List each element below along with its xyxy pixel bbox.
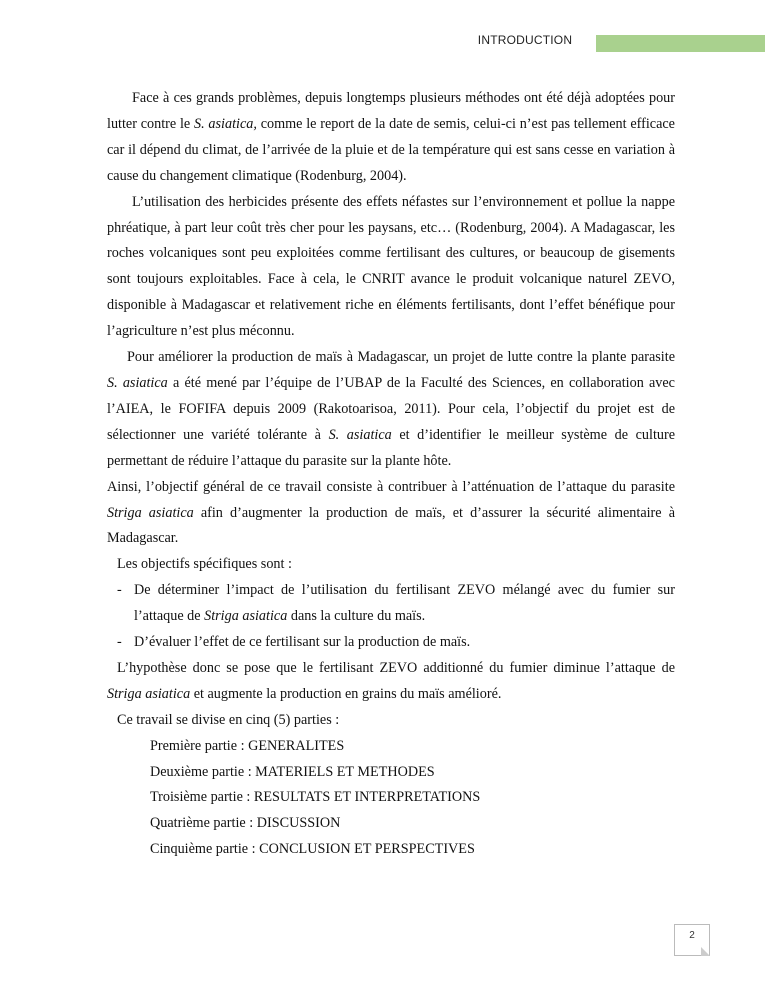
- page-curl-icon: [701, 947, 710, 956]
- species-name: Striga asiatica: [204, 608, 288, 625]
- parts-intro: Ce travail se divise en cinq (5) parties :: [117, 711, 340, 728]
- page-number: 2: [689, 930, 695, 941]
- objective-item: - De déterminer l’impact de l’utilisation du fertilisant ZEVO mélangé avec du fumier sur l’attaque de Striga asiatica dans la culture du maïs.: [107, 578, 675, 630]
- species-name: S. asiatica: [328, 426, 392, 443]
- header-accent-bar: [596, 35, 765, 52]
- hypothesis-paragraph: L’hypothèse donc se pose que le fertilisant ZEVO additionné du fumier diminue l’attaque de Striga asiatica et augmente la production en grains du maïs amélioré.: [107, 659, 675, 702]
- part-item: Troisième partie : RESULTATS ET INTERPRETATIONS: [150, 789, 481, 806]
- species-name: Striga asiatica: [107, 504, 194, 521]
- part-item: Deuxième partie : MATERIELS ET METHODES: [150, 763, 435, 780]
- header-title: INTRODUCTION: [477, 33, 573, 47]
- bullet-dash: -: [117, 582, 122, 599]
- part-item: Cinquième partie : CONCLUSION ET PERSPECTIVES: [150, 841, 475, 858]
- document-body: [107, 86, 675, 863]
- paragraph-4: Ainsi, l’objectif général de ce travail consiste à contribuer à l’atténuation de l’attaque du parasite Striga asiatica afin d’augmenter la production de maïs, et d’assurer la sécurité alimentaire à Madagascar.: [107, 478, 675, 547]
- page-number-box: [674, 924, 710, 956]
- bullet-dash: -: [117, 634, 122, 651]
- objectives-intro: Les objectifs spécifiques sont :: [117, 556, 292, 573]
- species-name: S. asiatica: [107, 374, 168, 391]
- paragraph-2: L’utilisation des herbicides présente des effets néfastes sur l’environnement et pollue la nappe phréatique, à part leur coût très cher pour les paysans, etc… (Rodenburg, 2004). A Madagascar, les roches volcaniques sont peu exploitées comme fertilisant des cultures, or beaucoup de gisements sont toujours exploitables. Face à cela, le CNRIT avance le produit volcanique naturel ZEVO, disponible à Madagascar et relativement riche en éléments fertilisants, dont l’effet bénéfique pour l’agriculture n’est plus méconnu.: [107, 193, 675, 340]
- species-name: Striga asiatica: [107, 685, 191, 702]
- paragraph-1: Face à ces grands problèmes, depuis longtemps plusieurs méthodes ont été déjà adoptées pour lutter contre le S. asiatica, comme le report de la date de semis, celui-ci n’est pas tellement efficace car il dépend du climat, de l’arrivée de la pluie et de la température qui est sans cesse en variation à cause du changement climatique (Rodenburg, 2004).: [107, 90, 675, 184]
- part-item: Quatrième partie : DISCUSSION: [150, 815, 341, 832]
- objective-item: - D’évaluer l’effet de ce fertilisant sur la production de maïs.: [107, 630, 675, 656]
- species-name: S. asiatica,: [194, 115, 257, 132]
- part-item: Première partie : GENERALITES: [150, 737, 345, 754]
- paragraph-3: Pour améliorer la production de maïs à Madagascar, un projet de lutte contre la plante parasite S. asiatica a été mené par l’équipe de l’UBAP de la Faculté des Sciences, en collaboration avec l’AIEA, le FOFIFA depuis 2009 (Rakotoarisoa, 2011). Pour cela, l’objectif du projet est de sélectionner une variété tolérante à S. asiatica et d’identifier le meilleur système de culture permettant de réduire l’attaque du parasite sur la plante hôte.: [107, 349, 675, 469]
